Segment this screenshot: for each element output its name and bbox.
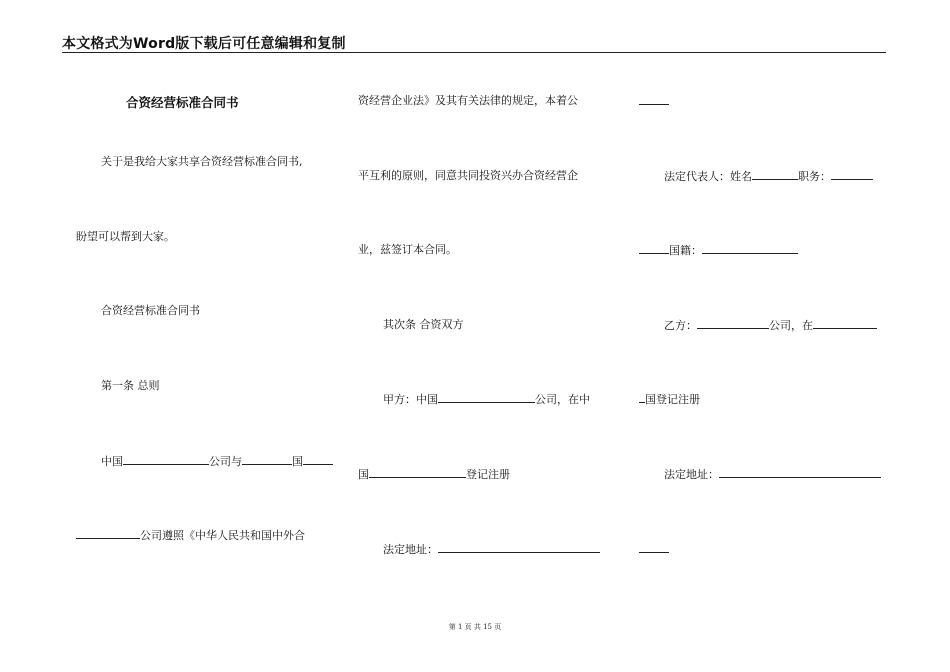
nationality-line [639,243,798,258]
party-a-address-label: 法定地址： [383,543,438,556]
foreign-company-line [76,528,305,543]
article-1-heading: 第一条 总则 [101,379,160,392]
party-a-registration-blank[interactable] [369,467,466,478]
contract-subtitle: 合资经营标准合同书 [101,304,200,317]
party-b-address-line [664,467,881,482]
china-label: 中国 [101,455,123,468]
party-a-suffix: 公司，在中 [535,393,590,406]
nationality-label: 国籍： [669,244,702,257]
china-company-line [101,454,333,469]
party-b-line [664,318,877,333]
representative-name-blank[interactable] [752,169,798,180]
foreign-company-blank[interactable] [76,528,140,539]
col2-line-1: 资经营企业法》及其有关法律的规定，本着公 [358,94,578,107]
party-b-registration-line [639,392,700,407]
party-a-prefix: 甲方：中国 [383,393,438,406]
page-number-footer: 第 1 页 共 15 页 [448,623,502,631]
col2-line-3: 业，兹签订本合同。 [358,243,457,256]
party-b-address-label: 法定地址： [664,468,719,481]
document-title: 合资经营标准合同书 [126,95,239,110]
col3-bottom-blank-line [639,542,669,557]
party-a-line [383,392,590,407]
party-b-address-blank[interactable] [719,467,881,478]
col2-line-2: 平互利的原则，同意共同投资兴办合资经营企 [358,169,578,182]
party-b-prefix: 乙方： [664,319,697,332]
article-2-heading: 其次条 合资双方 [383,318,464,331]
party-b-company-blank[interactable] [697,318,769,329]
party-a-company-blank[interactable] [438,392,535,403]
country-registered-label: 国登记注册 [645,393,700,406]
position-label: 职务： [798,170,831,183]
trailing-blank[interactable] [303,454,333,465]
party-a-representative-line [664,169,873,184]
party-a-address-line [383,542,600,557]
party-a-address-blank[interactable] [438,542,600,553]
nationality-blank[interactable] [702,243,798,254]
party-b-country-blank[interactable] [813,318,877,329]
intro-line-2: 盼望可以帮到大家。 [76,230,175,243]
foreign-country-blank[interactable] [242,454,292,465]
company-and-label: 公司与 [209,455,242,468]
company-comply-text: 公司遵照《中华人民共和国中外合 [140,529,305,542]
intro-line-1: 关于是我给大家共享合资经营标准合同书, [101,155,303,168]
registered-label: 登记注册 [466,468,510,481]
header-divider [62,52,886,53]
party-a-registration-line [358,467,510,482]
position-blank[interactable] [831,169,873,180]
nationality-leading-blank[interactable] [639,243,669,254]
document-header-title: 本文格式为Word版下载后可任意编辑和复制 [62,36,346,52]
party-b-mid: 公司，在 [769,319,813,332]
representative-label: 法定代表人：姓名 [664,170,752,183]
col3-top-blank[interactable] [639,94,669,105]
country-prefix: 国 [358,468,369,481]
country-label: 国 [292,455,303,468]
chinese-company-blank[interactable] [123,454,209,465]
col3-bottom-blank[interactable] [639,542,669,553]
col3-top-blank-line [639,94,669,109]
